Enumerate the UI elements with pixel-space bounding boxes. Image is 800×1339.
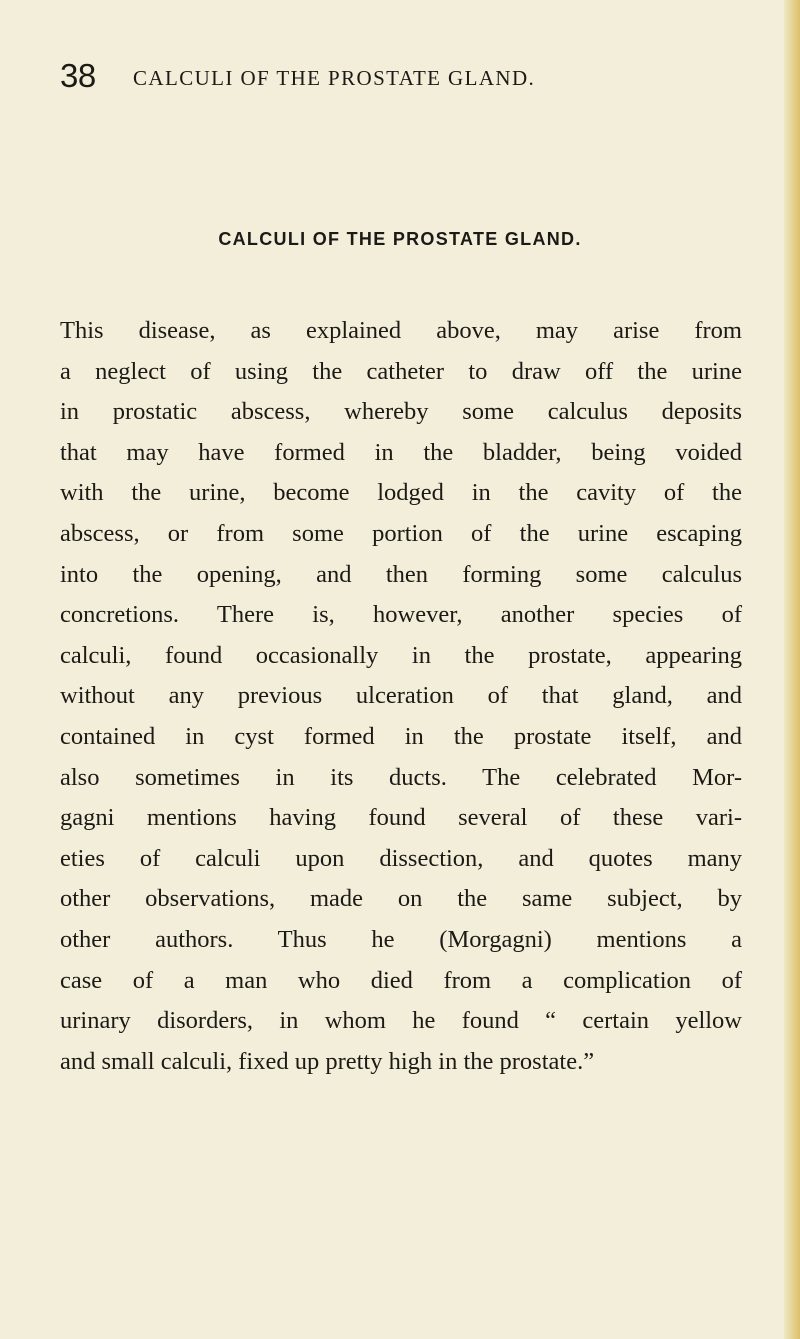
text-line: other authors. Thus he (Morgagni) mentions a — [60, 925, 742, 953]
text-line: urinary disorders, in whom he found “ certain yellow — [60, 1007, 742, 1035]
text-line: contained in cyst formed in the prostate itself, and — [60, 722, 742, 750]
text-line: case of a man who died from a complication of — [60, 966, 742, 994]
text-line: and small calculi, fixed up pretty high in the prostate.” — [60, 1047, 595, 1075]
text-line: that may have formed in the bladder, being voided — [60, 438, 742, 466]
text-line: with the urine, become lodged in the cavity of the — [60, 479, 742, 507]
body-text — [60, 311, 742, 1082]
text-line: also sometimes in its ducts. The celebrated Mor- — [60, 763, 742, 791]
page-number: 38 — [60, 57, 96, 94]
text-line: without any previous ulceration of that gland, and — [60, 682, 742, 710]
running-title: CALCULI OF THE PROSTATE GLAND. — [133, 66, 536, 90]
text-line: This disease, as explained above, may arise from — [60, 317, 742, 344]
text-line: a neglect of using the catheter to draw off the urine — [60, 357, 742, 385]
text-line: gagni mentions having found several of these vari- — [60, 804, 742, 832]
text-line: abscess, or from some portion of the urine escaping — [60, 519, 742, 547]
running-head — [60, 58, 620, 98]
text-line: eties of calculi upon dissection, and quotes many — [60, 844, 742, 872]
text-line: concretions. There is, however, another species of — [60, 601, 742, 629]
text-line: other observations, made on the same subject, by — [60, 885, 742, 913]
text-line: in prostatic abscess, whereby some calculus deposits — [60, 398, 742, 426]
text-line: into the opening, and then forming some calculus — [60, 560, 742, 588]
text-line: calculi, found occasionally in the prostate, appearing — [60, 641, 742, 669]
section-title: CALCULI OF THE PROSTATE GLAND. — [218, 229, 582, 249]
page-edge — [784, 0, 800, 1339]
